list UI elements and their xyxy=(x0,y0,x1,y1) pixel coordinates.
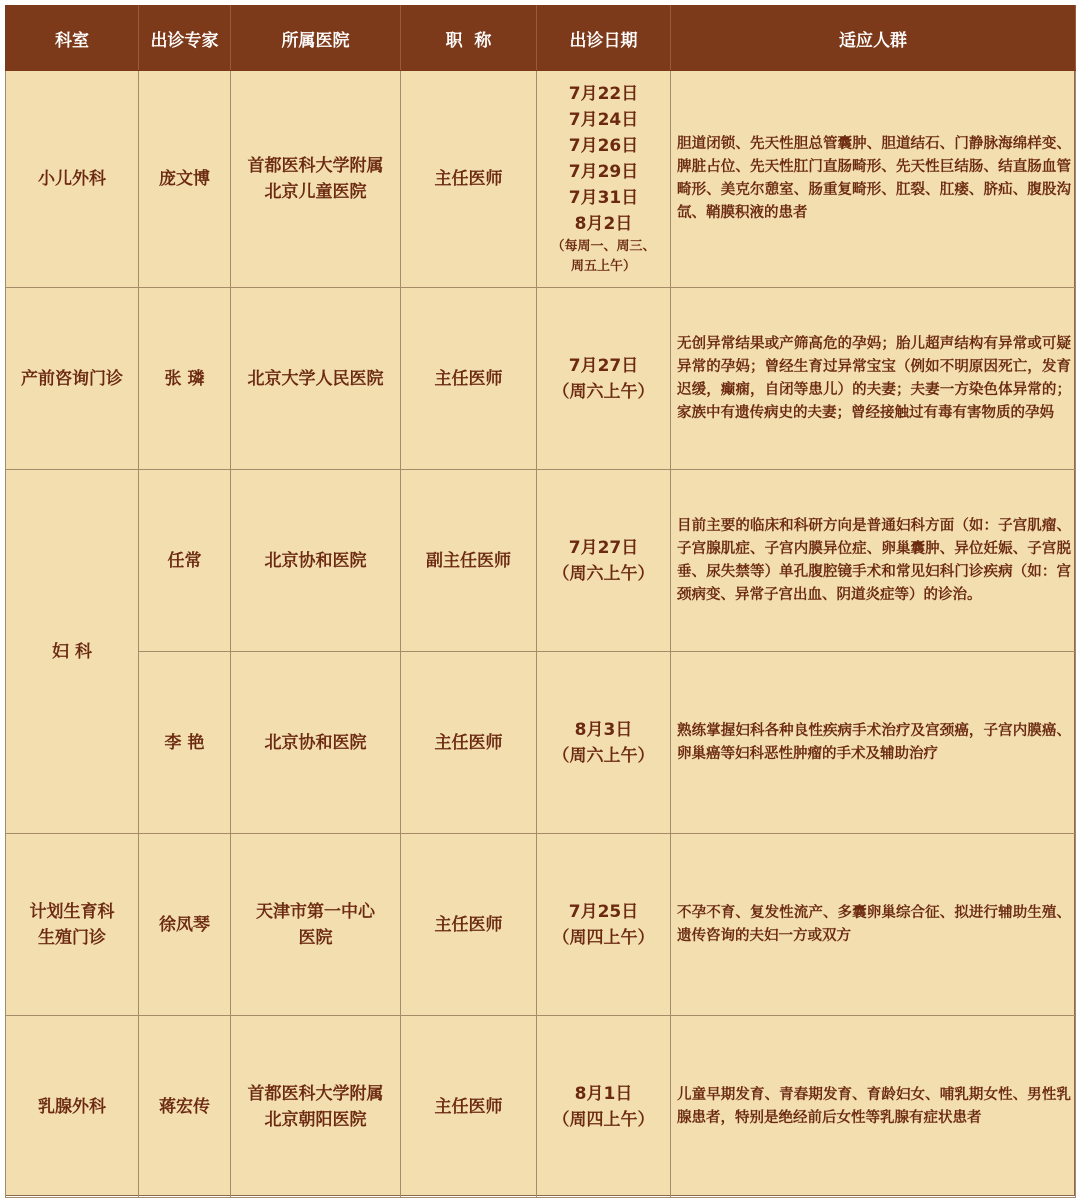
date-line: 7月24日 xyxy=(568,110,639,130)
title-cell: 副主任医师 xyxy=(401,470,537,652)
dates-cell xyxy=(537,288,671,470)
patients-cell: 无创异常结果或产筛高危的孕妈；胎儿超声结构有异常或可疑异常的孕妈；曾经生育过异常宝宝（例如不明原因死亡，发育迟缓，癫痫，自闭等患儿）的夫妻；夫妻一方染色体异常的；家族中有遗传病史的夫妻；曾经接触过有毒有害物质的孕妈 xyxy=(671,288,1076,470)
title-cell: 主任医师 xyxy=(401,652,537,834)
hospital-line: 首都医科大学附属 xyxy=(247,156,384,176)
date-line: 7月26日 xyxy=(568,136,639,156)
header-row xyxy=(6,6,1076,71)
header-title: 职 称 xyxy=(401,6,537,71)
patients-cell: 儿童早期发育、青春期发育、育龄妇女、哺乳期女性、男性乳腺患者，特别是绝经前后女性等乳腺有症状患者 xyxy=(671,1016,1076,1198)
dept-cell: 妇 科 xyxy=(6,470,139,834)
date-note: 周五上午） xyxy=(570,259,636,274)
date-line: （周六上午） xyxy=(552,745,655,766)
date-line: 7月31日 xyxy=(568,188,639,208)
doctor-cell: 李 艳 xyxy=(139,652,231,834)
hospital-cell xyxy=(231,71,401,288)
title-cell: 主任医师 xyxy=(401,288,537,470)
dept-line: 生殖门诊 xyxy=(38,927,106,948)
title-cell: 主任医师 xyxy=(401,834,537,1016)
date-line: （周六上午） xyxy=(552,563,655,584)
hospital-line: 北京儿童医院 xyxy=(264,182,367,202)
header-hospital: 所属医院 xyxy=(231,6,401,71)
title-cell: 主任医师 xyxy=(401,71,537,288)
date-line: 7月25日 xyxy=(568,901,639,922)
dept-cell: 产前咨询门诊 xyxy=(6,288,139,470)
hospital-cell xyxy=(231,1016,401,1198)
dates-cell xyxy=(537,71,671,288)
doctor-cell: 庞文博 xyxy=(139,71,231,288)
dept-cell xyxy=(6,834,139,1016)
date-note: （每周一、周三、 xyxy=(551,239,656,254)
date-line: 7月22日 xyxy=(568,84,639,104)
doctor-cell: 任常 xyxy=(139,470,231,652)
title-cell: 主任医师 xyxy=(401,1016,537,1198)
header-doctor: 出诊专家 xyxy=(139,6,231,71)
dept-cell: 乳腺外科 xyxy=(6,1016,139,1198)
clinic-schedule-table xyxy=(5,5,1076,1198)
dates-cell xyxy=(537,1016,671,1198)
dates-cell xyxy=(537,834,671,1016)
doctor-cell: 张 璘 xyxy=(139,288,231,470)
doctor-cell: 徐凤琴 xyxy=(139,834,231,1016)
table-row xyxy=(6,288,1076,470)
dept-line: 计划生育科 xyxy=(29,901,115,922)
table-row xyxy=(6,834,1076,1016)
dept-cell: 小儿外科 xyxy=(6,71,139,288)
date-line: 8月2日 xyxy=(574,214,633,234)
date-line: （周四上午） xyxy=(552,927,655,948)
hospital-line: 北京协和医院 xyxy=(264,550,367,571)
header-dept: 科室 xyxy=(6,6,139,71)
date-line: （周四上午） xyxy=(552,1109,655,1130)
date-line: 7月27日 xyxy=(568,355,639,376)
hospital-line: 医院 xyxy=(298,927,333,948)
header-dates: 出诊日期 xyxy=(537,6,671,71)
hospital-line: 首都医科大学附属 xyxy=(247,1083,384,1104)
date-line: 7月27日 xyxy=(568,537,639,558)
schedule-table-container xyxy=(5,5,1075,1196)
table-row xyxy=(6,652,1076,834)
hospital-cell xyxy=(231,834,401,1016)
doctor-cell: 蒋宏传 xyxy=(139,1016,231,1198)
date-line: 8月3日 xyxy=(574,719,633,740)
patients-cell: 不孕不育、复发性流产、多囊卵巢综合征、拟进行辅助生殖、遗传咨询的夫妇一方或双方 xyxy=(671,834,1076,1016)
date-line: 7月29日 xyxy=(568,162,639,182)
table-row xyxy=(6,71,1076,288)
patients-cell: 目前主要的临床和科研方向是普通妇科方面（如：子宫肌瘤、子宫腺肌症、子宫内膜异位症、卵巢囊肿、异位妊娠、子宫脱垂、尿失禁等）单孔腹腔镜手术和常见妇科门诊疾病（如：宫颈病变、异常子宫出血、阴道炎症等）的诊治。 xyxy=(671,470,1076,652)
hospital-line: 天津市第一中心 xyxy=(256,901,375,922)
hospital-line: 北京大学人民医院 xyxy=(247,368,384,389)
header-patients: 适应人群 xyxy=(671,6,1076,71)
dates-cell xyxy=(537,470,671,652)
table-row xyxy=(6,1016,1076,1198)
patients-cell: 胆道闭锁、先天性胆总管囊肿、胆道结石、门静脉海绵样变、脾脏占位、先天性肛门直肠畸形、先天性巨结肠、结直肠血管畸形、美克尔憩室、肠重复畸形、肛裂、肛瘘、脐疝、腹股沟氙、鞘膜积液的患者 xyxy=(671,71,1076,288)
hospital-cell xyxy=(231,288,401,470)
table-row xyxy=(6,470,1076,652)
patients-cell: 熟练掌握妇科各种良性疾病手术治疗及宫颈癌，子宫内膜癌、卵巢癌等妇科恶性肿瘤的手术及辅助治疗 xyxy=(671,652,1076,834)
dates-cell xyxy=(537,652,671,834)
hospital-line: 北京朝阳医院 xyxy=(264,1109,367,1130)
date-line: （周六上午） xyxy=(552,381,655,402)
hospital-cell xyxy=(231,470,401,652)
hospital-line: 北京协和医院 xyxy=(264,732,367,753)
hospital-cell xyxy=(231,652,401,834)
date-line: 8月1日 xyxy=(574,1083,633,1104)
